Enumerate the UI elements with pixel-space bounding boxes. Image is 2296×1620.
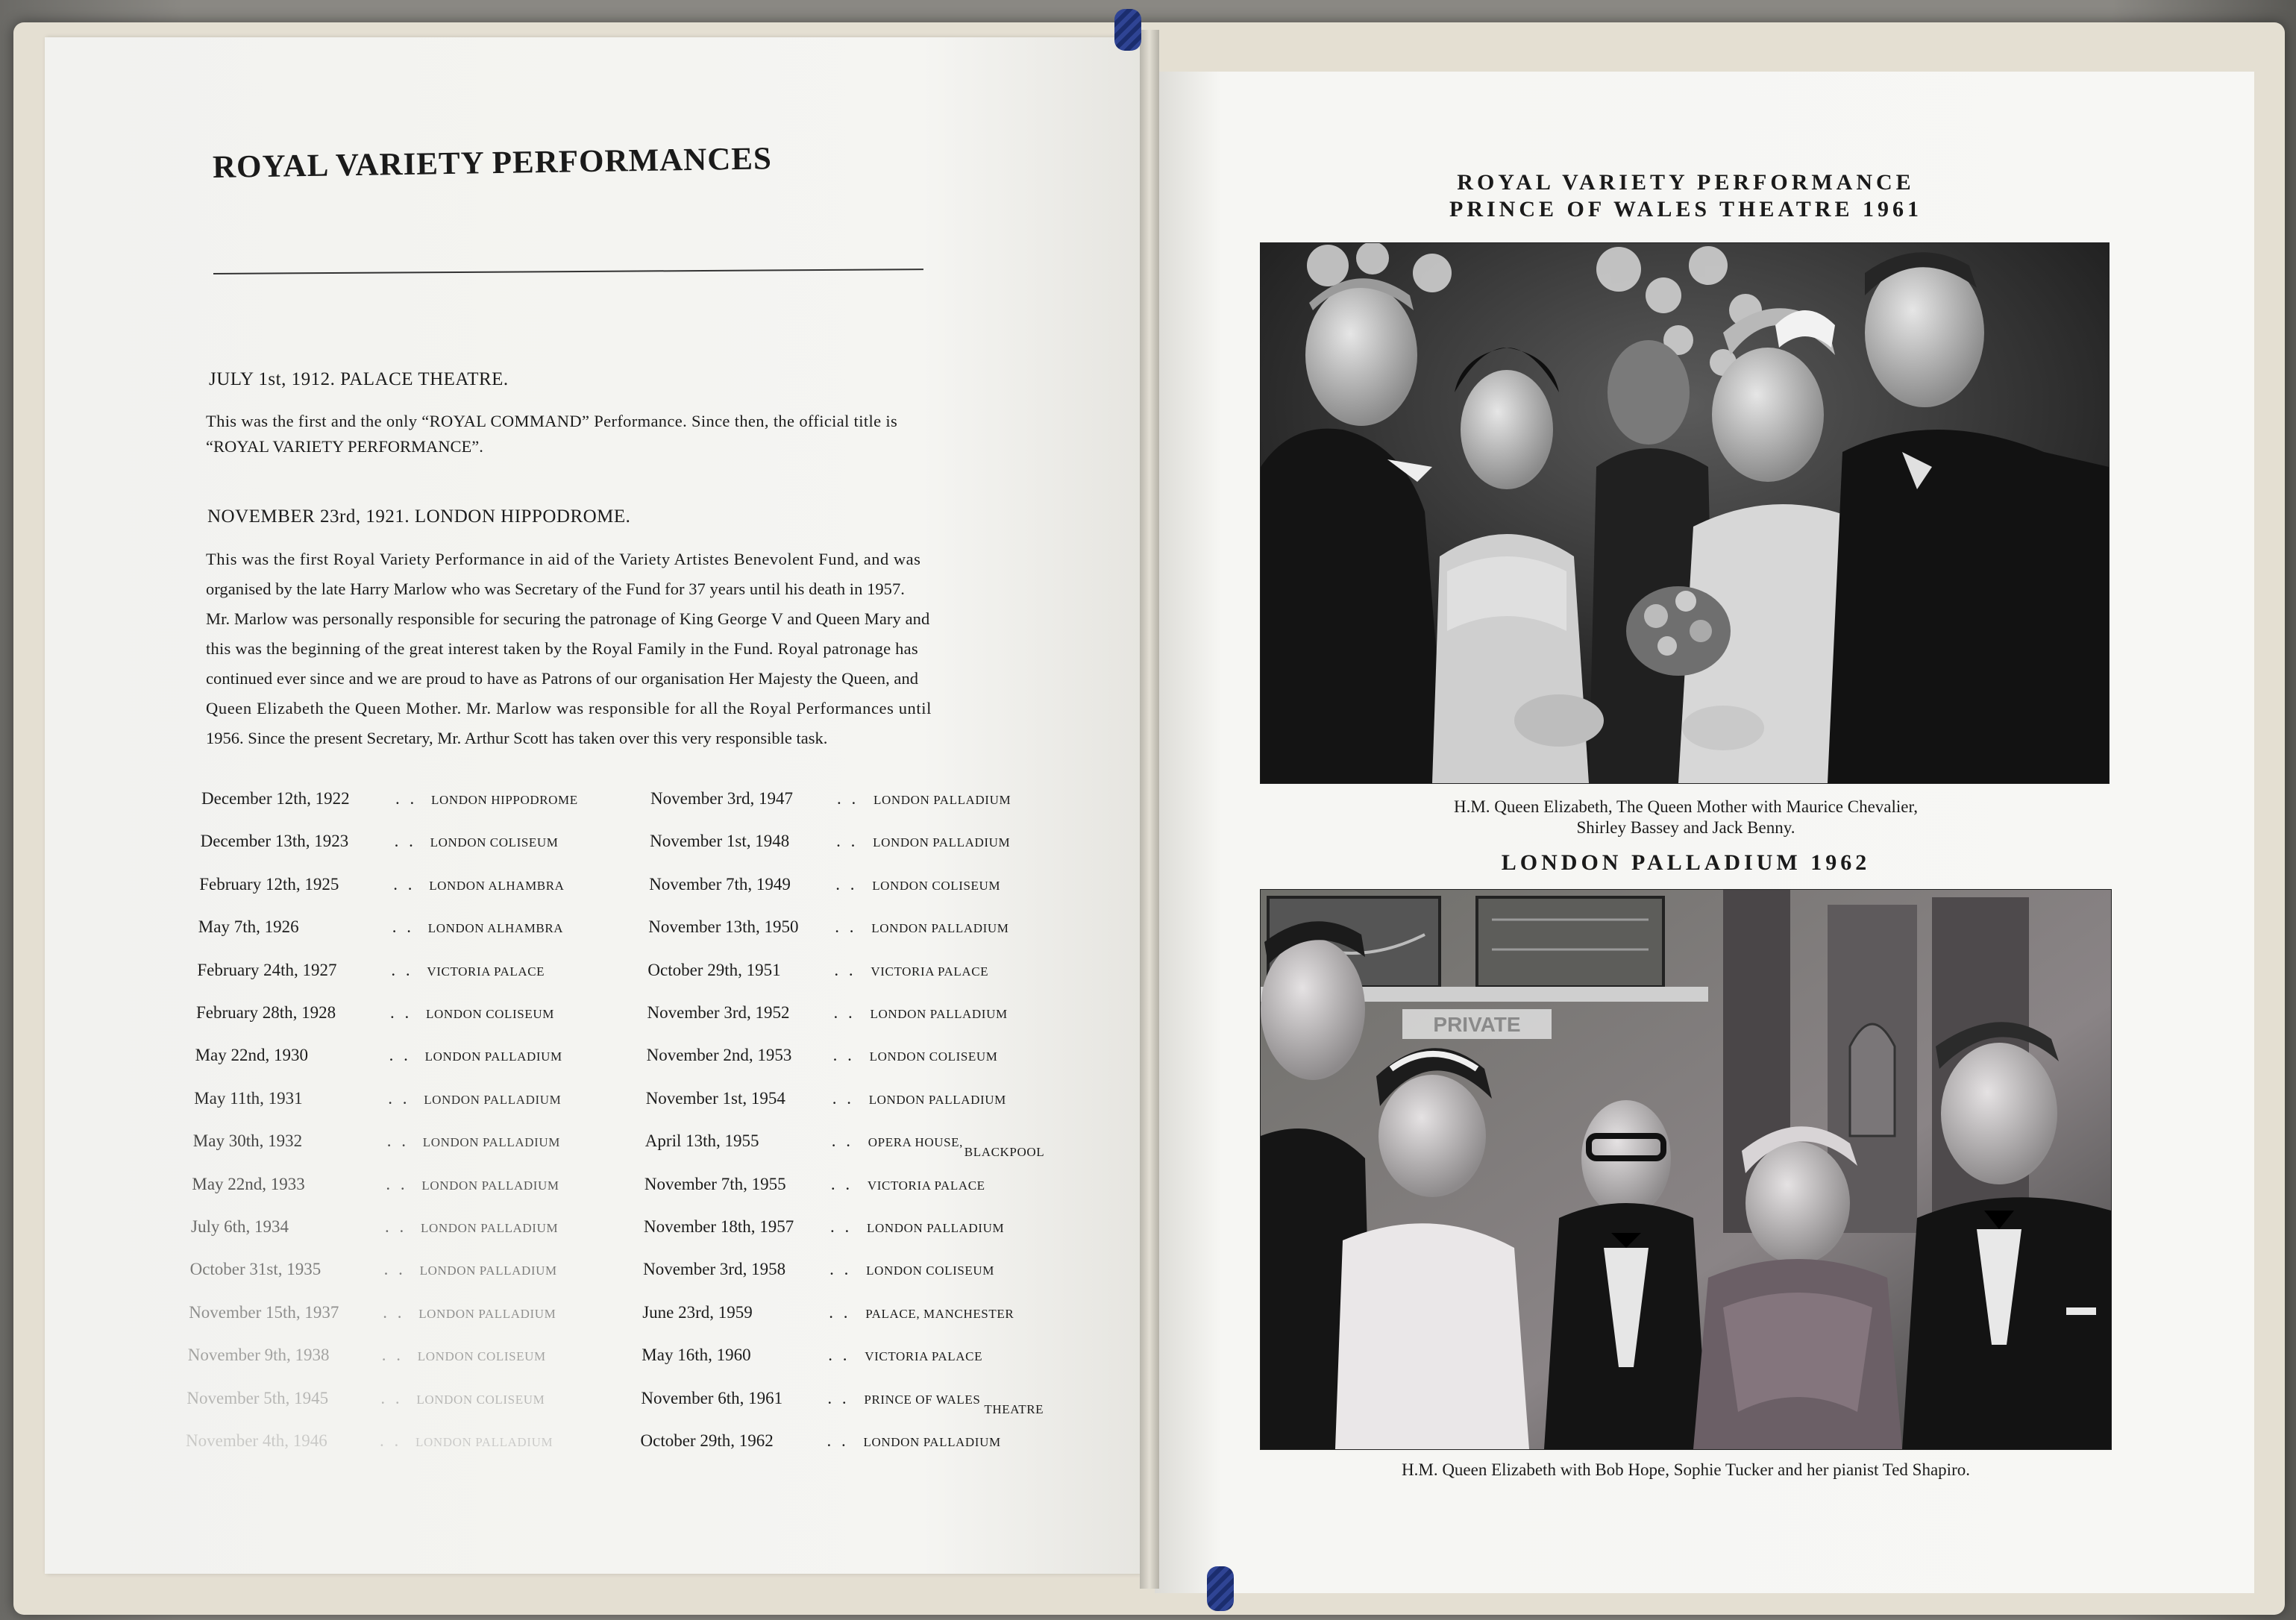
- leader-dots: . .: [835, 917, 857, 937]
- leader-dots: . .: [380, 1431, 402, 1450]
- leader-dots: . .: [390, 1003, 413, 1022]
- performance-date: June 23rd, 1959: [642, 1302, 753, 1322]
- performance-venue: LONDON COLISEUM: [417, 1349, 546, 1364]
- paragraph-line: “ROYAL VARIETY PERFORMANCE”.: [206, 437, 483, 456]
- leader-dots: . .: [381, 1346, 404, 1365]
- performance-venue: LONDON PALLADIUM: [424, 1049, 562, 1064]
- leader-dots: . .: [827, 1431, 849, 1450]
- performance-venue: LONDON PALLADIUM: [419, 1263, 557, 1278]
- photo-1961-caption: [1261, 795, 2111, 840]
- photo-1962-caption: H.M. Queen Elizabeth with Bob Hope, Sophie Tucker and her pianist Ted Shapiro.: [1402, 1460, 1970, 1479]
- performance-venue: LONDON PALLADIUM: [868, 1092, 1006, 1107]
- performance-date: July 6th, 1934: [191, 1217, 289, 1236]
- performance-date: October 29th, 1962: [640, 1431, 774, 1450]
- performance-venue: VICTORIA PALACE: [427, 964, 545, 979]
- photo-1961-royal-variety: [1261, 243, 2109, 783]
- performance-venue-line2: BLACKPOOL: [964, 1145, 1045, 1160]
- leader-dots: . .: [829, 1302, 851, 1322]
- performance-venue: LONDON COLISEUM: [866, 1263, 995, 1278]
- performance-date: October 31st, 1935: [189, 1260, 321, 1279]
- binding-cord-bottom: [1207, 1566, 1234, 1611]
- performance-date: May 16th, 1960: [642, 1346, 751, 1365]
- leader-dots: . .: [386, 1174, 408, 1193]
- heading-1921: NOVEMBER 23rd, 1921. LONDON HIPPODROME.: [207, 506, 631, 527]
- leader-dots: . .: [385, 1217, 407, 1236]
- performance-venue-line2: THEATRE: [984, 1401, 1044, 1416]
- leader-dots: . .: [395, 789, 418, 808]
- performance-venue: LONDON PALLADIUM: [415, 1435, 553, 1449]
- performance-venue: LONDON PALLADIUM: [421, 1221, 559, 1235]
- performance-venue: LONDON ALHAMBRA: [427, 921, 564, 936]
- leader-dots: . .: [386, 1131, 410, 1151]
- performance-venue: LONDON PALLADIUM: [867, 1221, 1005, 1235]
- paragraph-line: This was the first Royal Variety Performance in aid of the Variety Artistes Benevolent Fund, and was: [206, 550, 921, 568]
- performance-date: November 1st, 1954: [645, 1088, 785, 1108]
- performance-date: November 5th, 1945: [186, 1388, 329, 1407]
- performance-venue: LONDON PALLADIUM: [871, 921, 1009, 936]
- photo-1961-illustration: [1261, 243, 2109, 783]
- private-sign: PRIVATE: [1433, 1013, 1521, 1036]
- performance-date: November 3rd, 1958: [643, 1260, 786, 1279]
- leader-dots: . .: [380, 1388, 403, 1407]
- performance-venue: LONDON COLISEUM: [872, 878, 1001, 893]
- performance-venue: LONDON PALLADIUM: [870, 1007, 1008, 1021]
- paragraph-1912: [206, 406, 1060, 462]
- performance-venue: VICTORIA PALACE: [867, 1178, 985, 1193]
- leader-dots: . .: [383, 1260, 406, 1279]
- performance-date: November 7th, 1955: [644, 1174, 786, 1193]
- performance-venue: LONDON COLISEUM: [430, 835, 559, 850]
- performance-date: May 7th, 1926: [198, 917, 299, 937]
- performance-date: November 1st, 1948: [650, 832, 790, 851]
- performance-date: November 2nd, 1953: [646, 1046, 792, 1065]
- performance-venue: VICTORIA PALACE: [865, 1349, 983, 1364]
- performance-venue: LONDON PALLADIUM: [873, 835, 1011, 850]
- paragraph-line: This was the first and the only “ROYAL COMMAND” Performance. Since then, the official title is: [206, 412, 898, 430]
- performance-date: November 7th, 1949: [649, 874, 791, 894]
- performance-date: October 29th, 1951: [647, 960, 781, 979]
- leader-dots: . .: [827, 1388, 850, 1407]
- leader-dots: . .: [830, 1217, 853, 1236]
- performance-date: November 4th, 1946: [186, 1431, 327, 1450]
- leader-dots: . .: [831, 1131, 854, 1151]
- leader-dots: . .: [832, 1088, 854, 1108]
- right-heading-1962: LONDON PALLADIUM 1962: [1501, 850, 1871, 875]
- performance-date: May 22nd, 1933: [192, 1174, 305, 1193]
- binding-cord-top: [1114, 9, 1141, 51]
- leader-dots: . .: [830, 1174, 853, 1193]
- page-title: ROYAL VARIETY PERFORMANCES: [212, 141, 773, 185]
- performance-date: November 18th, 1957: [644, 1217, 794, 1236]
- leader-dots: . .: [829, 1260, 852, 1279]
- performance-date: February 12th, 1925: [199, 874, 339, 894]
- performance-venue: LONDON COLISEUM: [426, 1007, 554, 1021]
- performance-date: May 30th, 1932: [192, 1131, 303, 1151]
- performance-venue: LONDON PALLADIUM: [418, 1306, 556, 1321]
- performance-date: May 11th, 1931: [194, 1088, 303, 1108]
- performance-venue: PALACE, MANCHESTER: [865, 1306, 1014, 1321]
- leader-dots: . .: [383, 1302, 405, 1322]
- leader-dots: . .: [393, 874, 415, 894]
- performance-venue: LONDON PALLADIUM: [421, 1178, 559, 1193]
- leader-dots: . .: [392, 917, 415, 937]
- leader-dots: . .: [389, 1046, 411, 1065]
- caption-line: H.M. Queen Elizabeth, The Queen Mother with Maurice Chevalier,: [1453, 797, 1918, 816]
- leader-dots: . .: [833, 1003, 856, 1022]
- paragraph-line: 1956. Since the present Secretary, Mr. Arthur Scott has taken over this very responsible task.: [206, 729, 828, 747]
- paragraph-line: Mr. Marlow was personally responsible for securing the patronage of King George V and Queen Mary and: [206, 609, 930, 628]
- performance-venue: LONDON COLISEUM: [869, 1049, 998, 1064]
- caption-line: Shirley Bassey and Jack Benny.: [1576, 818, 1795, 837]
- performance-venue: LONDON COLISEUM: [416, 1392, 545, 1407]
- leader-dots: . .: [837, 789, 859, 808]
- performance-venue: OPERA HOUSE,: [868, 1135, 963, 1150]
- right-heading-line2: PRINCE OF WALES THEATRE 1961: [1449, 197, 1922, 222]
- leader-dots: . .: [828, 1346, 850, 1365]
- performance-date: November 3rd, 1947: [650, 789, 793, 808]
- performance-venue: LONDON PALLADIUM: [873, 793, 1011, 807]
- performance-date: December 12th, 1922: [201, 789, 350, 808]
- performance-date: November 3rd, 1952: [647, 1003, 790, 1022]
- performance-date: November 6th, 1961: [641, 1388, 783, 1407]
- performance-date: April 13th, 1955: [644, 1131, 759, 1151]
- performance-venue: LONDON PALLADIUM: [422, 1135, 560, 1150]
- performance-venue: PRINCE OF WALES: [864, 1392, 981, 1407]
- heading-1912: JULY 1st, 1912. PALACE THEATRE.: [209, 369, 509, 389]
- performance-venue: LONDON ALHAMBRA: [429, 878, 565, 893]
- leader-dots: . .: [394, 832, 416, 851]
- performance-venue: LONDON HIPPODROME: [431, 793, 578, 807]
- photo-1962-illustration: [1261, 890, 2111, 1449]
- paragraph-line: organised by the late Harry Marlow who was Secretary of the Fund for 37 years until his death in 1957.: [206, 580, 905, 598]
- paragraph-line: continued ever since and we are proud to have as Patrons of our organisation Her Majesty the Queen, and: [206, 669, 919, 688]
- leader-dots: . .: [836, 832, 859, 851]
- right-heading-line1: ROYAL VARIETY PERFORMANCE: [1457, 170, 1915, 195]
- performance-venue: LONDON PALLADIUM: [424, 1092, 562, 1107]
- leader-dots: . .: [832, 1046, 855, 1065]
- performance-date: May 22nd, 1930: [195, 1046, 309, 1065]
- performance-date: February 24th, 1927: [197, 960, 337, 979]
- performance-venue: VICTORIA PALACE: [871, 964, 989, 979]
- leader-dots: . .: [388, 1088, 410, 1108]
- performance-date: December 13th, 1923: [200, 832, 349, 851]
- leader-dots: . .: [391, 960, 413, 979]
- performance-date: February 28th, 1928: [196, 1003, 336, 1022]
- paragraph-line: this was the beginning of the great interest taken by the Royal Family in the Fund. Royal patronage has: [206, 639, 918, 658]
- leader-dots: . .: [835, 874, 858, 894]
- paragraph-1921: [206, 544, 1060, 753]
- paragraph-line: Queen Elizabeth the Queen Mother. Mr. Marlow was responsible for all the Royal Performances until: [206, 699, 932, 718]
- performance-venue: LONDON PALLADIUM: [863, 1435, 1001, 1449]
- spine-gutter: [1140, 30, 1159, 1589]
- performance-date: November 15th, 1937: [189, 1302, 339, 1322]
- leader-dots: . .: [834, 960, 856, 979]
- performance-date: November 9th, 1938: [187, 1346, 330, 1365]
- performance-date: November 13th, 1950: [648, 917, 799, 937]
- photo-1962-palladium: [1261, 890, 2111, 1449]
